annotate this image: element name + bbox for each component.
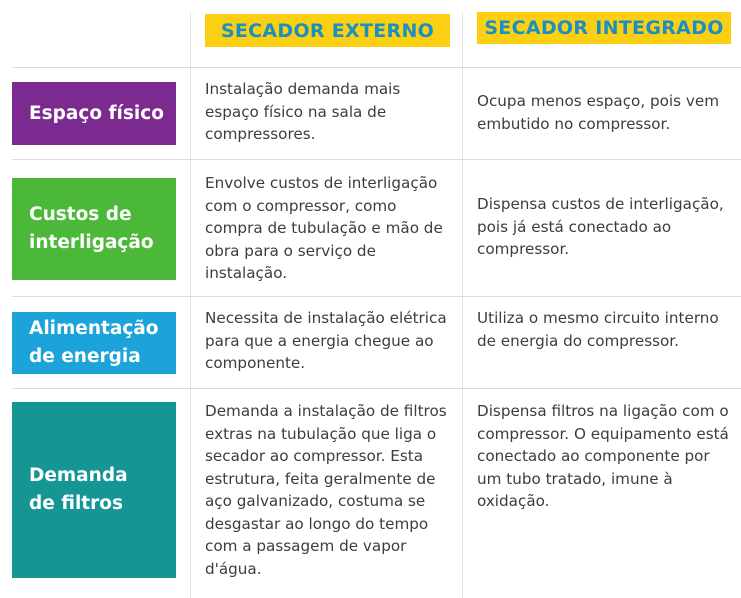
row4-integrated-text: Dispensa filtros na ligação com o compressor. O equipamento está conectado ao componente por um tubo tratado, imune à oxidação. (477, 402, 729, 510)
column-divider-2 (462, 12, 463, 598)
row2-external-text: Envolve custos de interligação com o compressor, como compra de tubulação e mão de obra para o serviço de instalação. (205, 174, 443, 282)
row-divider-3 (12, 296, 741, 297)
row3-integrated-text: Utiliza o mesmo circuito interno de energia do compressor. (477, 309, 719, 350)
row-divider-2 (12, 159, 741, 160)
row-label-custos-interligacao: Custos de interligação (12, 178, 176, 280)
row-divider-4 (12, 388, 741, 389)
header-secador-integrado: SECADOR INTEGRADO (477, 12, 731, 44)
row3-external-text: Necessita de instalação elétrica para que a energia chegue ao componente. (205, 309, 447, 372)
row-divider-1 (12, 67, 741, 68)
row4-external-text: Demanda a instalação de filtros extras na tubulação que liga o secador ao compressor. Esta estrutura, feita geralmente de aço galvanizado, costuma se desgastar ao longo do tempo com a passagem de vapor d'água. (205, 402, 447, 578)
row-label-demanda-filtros: Demanda de filtros (12, 402, 176, 578)
row-label-alimentacao-energia: Alimentação de energia (12, 312, 176, 374)
row-label-espaco-fisico: Espaço físico (12, 82, 176, 145)
column-divider-1 (190, 12, 191, 598)
row1-integrated-text: Ocupa menos espaço, pois vem embutido no compressor. (477, 92, 720, 133)
row1-external-text: Instalação demanda mais espaço físico na sala de compressores. (205, 80, 401, 143)
header-secador-externo: SECADOR EXTERNO (205, 14, 450, 47)
row2-integrated-text: Dispensa custos de interligação, pois já está conectado ao compressor. (477, 195, 724, 258)
